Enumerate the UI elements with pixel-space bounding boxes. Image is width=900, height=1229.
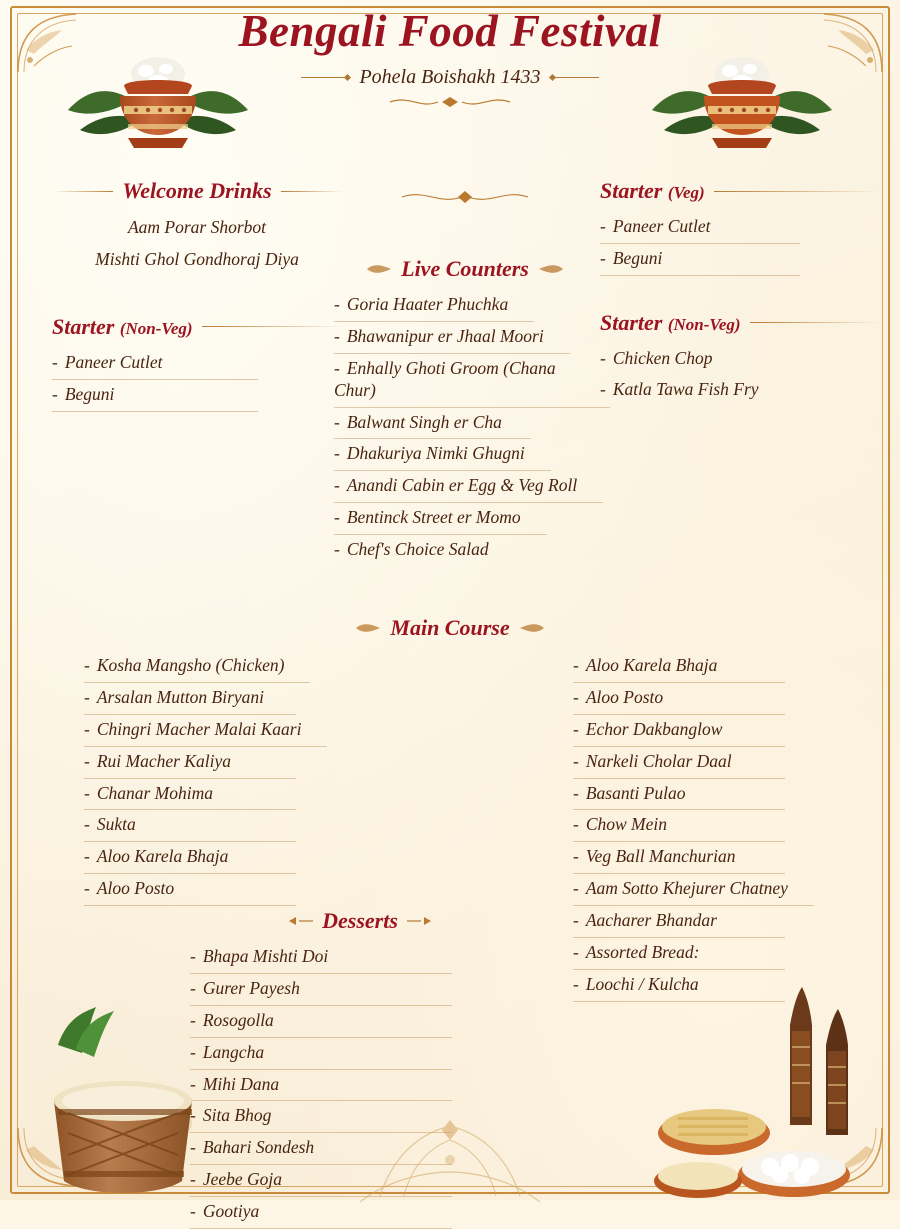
list-item: - Katla Tawa Fish Fry	[600, 375, 880, 406]
list-item: - Aloo Karela Bhaja	[573, 651, 785, 683]
list-main-course-right	[573, 651, 873, 1002]
section-starter-nonveg-right	[600, 310, 880, 406]
section-title-starter-veg	[600, 178, 705, 204]
list-item: - Paneer Cutlet	[600, 212, 800, 244]
sweets-platter-icon	[622, 985, 882, 1200]
list-item: - Sukta	[84, 810, 296, 842]
list-item: - Dhakuriya Nimki Ghugni	[334, 439, 551, 471]
list-item: - Loochi / Kulcha	[573, 970, 785, 1002]
list-item: - Chef's Choice Salad	[334, 535, 531, 566]
list-item: - Basanti Pulao	[573, 779, 785, 811]
section-title-live-counters: Live Counters	[401, 256, 529, 281]
list-item: - Aacharer Bhandar	[573, 906, 785, 938]
rule-left	[52, 191, 113, 192]
list-item: Aam Porar Shorbot	[127, 217, 267, 237]
subtitle-rule-right	[553, 77, 599, 78]
list-item: - Chow Mein	[573, 810, 785, 842]
divider-flourish-icon	[390, 188, 540, 206]
list-item: - Chanar Mohima	[84, 779, 296, 811]
list-item: - Anandi Cabin er Egg & Veg Roll	[334, 471, 603, 503]
section-title-text: Starter	[600, 178, 663, 203]
list-item: - Assorted Bread:	[573, 938, 785, 970]
list-item: - Kosha Mangsho (Chicken)	[84, 651, 310, 683]
list-live-counters	[334, 290, 610, 566]
section-title-text: Starter	[52, 313, 115, 339]
column-left	[52, 178, 342, 412]
list-item: - Paneer Cutlet	[52, 348, 258, 380]
list-item: - Beguni	[600, 244, 800, 276]
list-item: - Echor Dakbanglow	[573, 715, 785, 747]
column-right	[600, 178, 880, 406]
list-item: - Aloo Karela Bhaja	[84, 842, 296, 874]
swirl-left-icon	[366, 263, 392, 275]
list-item: - Arsalan Mutton Biryani	[84, 683, 296, 715]
list-item: - Gurer Payesh	[190, 974, 452, 1006]
list-item: - Bhapa Mishti Doi	[190, 942, 452, 974]
list-item: - Enhally Ghoti Groom (Chana Chur)	[334, 354, 610, 408]
list-item: - Rosogolla	[190, 1006, 452, 1038]
swirl-left-icon	[355, 622, 381, 634]
section-title-starter-nonveg	[52, 314, 193, 340]
section-title-desserts: Desserts	[322, 908, 398, 933]
list-item: - Veg Ball Manchurian	[573, 842, 785, 874]
list-item: - Chingri Macher Malai Kaari	[84, 715, 327, 747]
section-live-counters	[320, 256, 610, 566]
list-starter-veg	[600, 212, 880, 276]
list-welcome-drinks	[52, 212, 342, 276]
rule-right	[750, 322, 880, 323]
list-item: - Narkeli Cholar Daal	[573, 747, 785, 779]
section-title-welcome-drinks: Welcome Drinks	[122, 178, 272, 203]
bottom-motif-icon	[300, 1116, 600, 1206]
list-starter-nonveg-right	[600, 344, 880, 406]
list-item: - Goria Haater Phuchka	[334, 290, 534, 322]
subtitle-row	[0, 66, 900, 89]
list-item: - Bentinck Street er Momo	[334, 503, 547, 535]
section-starter-nonveg-left	[52, 314, 342, 412]
list-item: - Bhawanipur er Jhaal Moori	[334, 322, 570, 354]
header-flourish-icon	[380, 95, 520, 109]
list-item: - Langcha	[190, 1038, 452, 1070]
list-item: - Bahari Sondesh	[190, 1133, 452, 1165]
list-item: - Beguni	[52, 380, 258, 412]
section-welcome-drinks	[52, 178, 342, 276]
list-starter-nonveg-left	[52, 348, 342, 412]
list-item: Mishti Ghol Gondhoraj Diya	[95, 248, 299, 269]
menu-header	[0, 6, 900, 109]
section-title-starter-nonveg	[600, 310, 741, 336]
swirl-left-icon	[287, 915, 313, 927]
section-title-suffix: (Veg)	[667, 183, 705, 202]
list-item: - Sita Bhog	[190, 1101, 452, 1133]
page-subtitle: Pohela Boishakh 1433	[359, 65, 541, 88]
subtitle-rule-left	[301, 77, 347, 78]
section-title-suffix: (Non-Veg)	[667, 314, 741, 334]
swirl-right-icon	[407, 915, 433, 927]
list-item: - Jeebe Goja	[190, 1165, 452, 1197]
list-item: - Gootiya	[190, 1197, 452, 1229]
dhak-drum-icon	[18, 1005, 233, 1200]
list-item: - Mihi Dana	[190, 1070, 452, 1102]
list-item: - Balwant Singh er Cha	[334, 408, 531, 440]
list-main-course-left	[84, 651, 384, 906]
section-title-suffix: (Non-Veg)	[119, 318, 193, 338]
list-item: - Rui Macher Kaliya	[84, 747, 296, 779]
list-item: - Aam Sotto Khejurer Chatney	[573, 874, 814, 906]
page-title: Bengali Food Festival	[238, 6, 662, 56]
swirl-right-icon	[519, 622, 545, 634]
rule-right	[714, 191, 880, 192]
section-starter-veg	[600, 178, 880, 276]
list-item: - Chicken Chop	[600, 344, 880, 375]
list-item: - Aloo Posto	[573, 683, 785, 715]
swirl-right-icon	[538, 263, 564, 275]
column-middle	[320, 178, 610, 566]
section-title-text: Starter	[600, 309, 663, 335]
section-title-main-course: Main Course	[390, 615, 510, 640]
list-item: - Aloo Posto	[84, 874, 296, 906]
